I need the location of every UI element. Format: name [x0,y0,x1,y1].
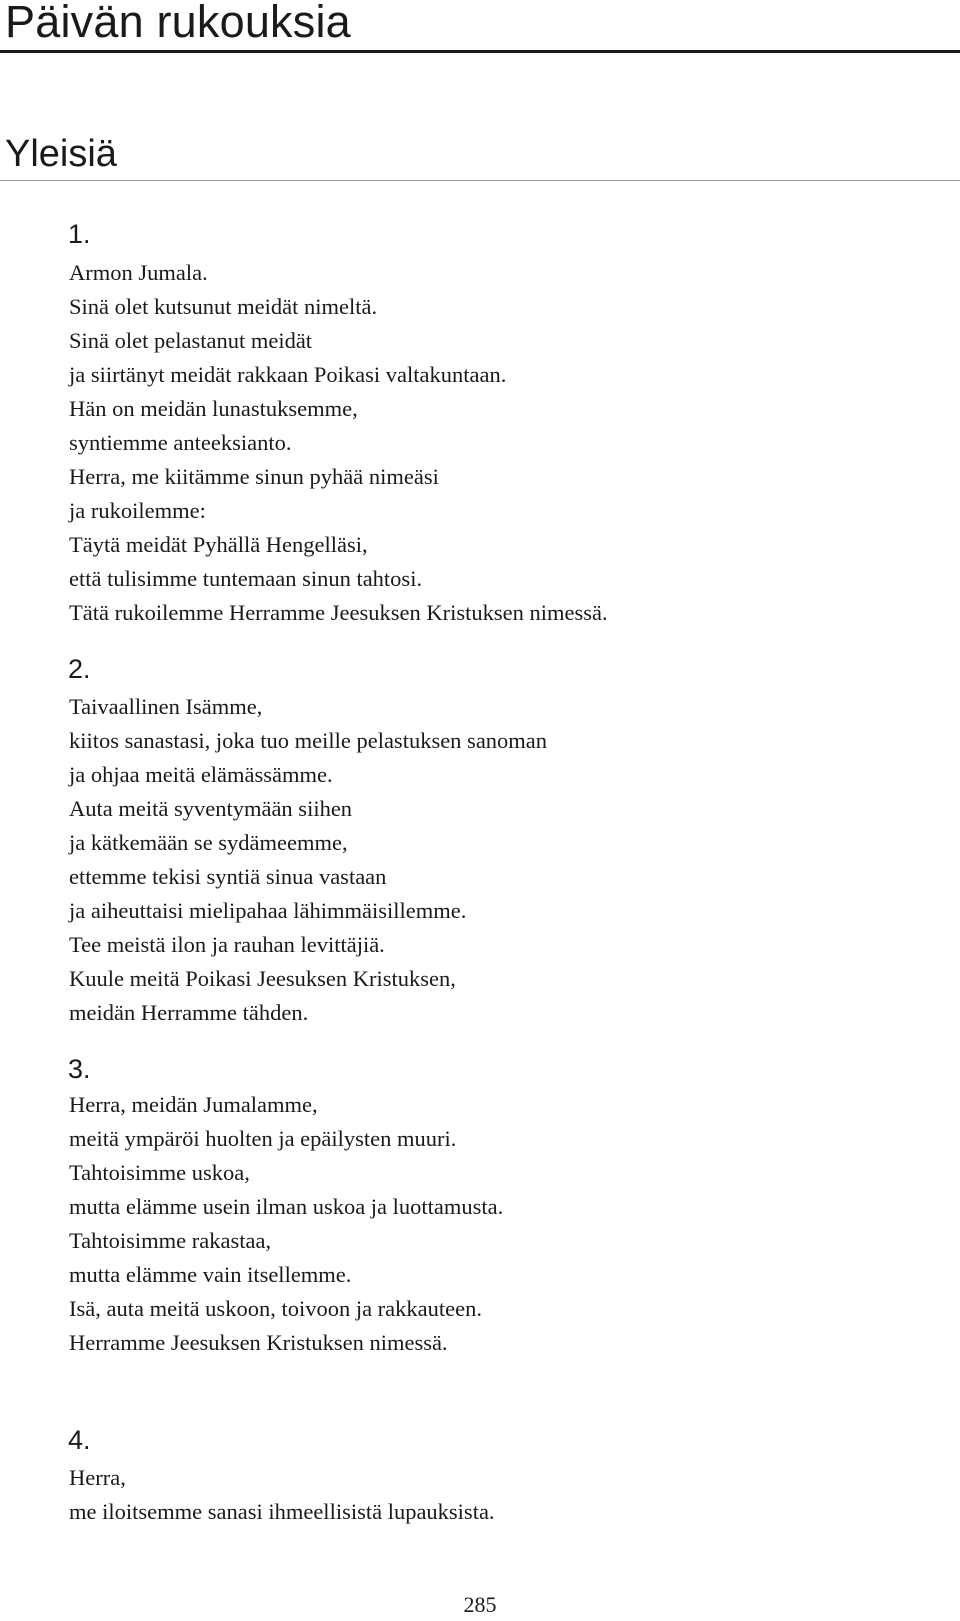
prayer-line: Sinä olet kutsunut meidät nimeltä. [69,294,378,319]
page-title: Päivän rukouksia [5,0,351,47]
prayer-line: Herra, me kiitämme sinun pyhää nimeäsi [69,464,439,489]
prayer-line: me iloitsemme sanasi ihmeellisistä lupauksista. [69,1499,495,1524]
prayer-number-1: 1. [68,219,91,249]
prayer-text-1 [69,256,608,630]
prayer-line: Taivaallinen Isämme, [69,694,263,719]
prayer-line: Tätä rukoilemme Herramme Jeesuksen Kristuksen nimessä. [69,600,608,625]
prayer-line: ja siirtänyt meidät rakkaan Poikasi valtakuntaan. [69,362,507,387]
prayer-line: Isä, auta meitä uskoon, toivoon ja rakkauteen. [69,1296,482,1321]
prayer-text-4 [69,1461,495,1529]
prayer-line: ja kätkemään se sydämeemme, [69,830,348,855]
prayer-line: Auta meitä syventymään siihen [69,796,353,821]
prayer-line: mutta elämme vain itsellemme. [69,1262,352,1287]
prayer-line: ettemme tekisi syntiä sinua vastaan [69,864,387,889]
prayer-line: Sinä olet pelastanut meidät [69,328,313,353]
prayer-line: Herramme Jeesuksen Kristuksen nimessä. [69,1330,448,1355]
prayer-line: Armon Jumala. [69,260,208,285]
section-divider [0,180,960,181]
prayer-line: ja rukoilemme: [69,498,206,523]
prayer-line: mutta elämme usein ilman uskoa ja luottamusta. [69,1194,504,1219]
prayer-line: meidän Herramme tähden. [69,1000,309,1025]
prayer-line: Herra, [69,1465,126,1490]
prayer-line: että tulisimme tuntemaan sinun tahtosi. [69,566,423,591]
prayer-line: kiitos sanastasi, joka tuo meille pelastuksen sanoman [69,728,548,753]
prayer-text-3 [69,1088,503,1360]
section-title: Yleisiä [5,133,117,175]
prayer-line: Tee meistä ilon ja rauhan levittäjiä. [69,932,385,957]
prayer-line: Tahtoisimme rakastaa, [69,1228,272,1253]
page-number: 285 [463,1592,497,1617]
prayer-line: Herra, meidän Jumalamme, [69,1092,318,1117]
prayer-line: Hän on meidän lunastuksemme, [69,396,358,421]
prayer-line: meitä ympäröi huolten ja epäilysten muuri. [69,1126,457,1151]
prayer-line: Täytä meidät Pyhällä Hengelläsi, [69,532,368,557]
prayer-line: ja ohjaa meitä elämässämme. [69,762,333,787]
prayer-line: Kuule meitä Poikasi Jeesuksen Kristuksen, [69,966,456,991]
prayer-number-4: 4. [68,1425,91,1455]
prayer-number-2: 2. [68,654,91,684]
prayer-line: Tahtoisimme uskoa, [69,1160,250,1185]
prayer-line: ja aiheuttaisi mielipahaa lähimmäisillemme. [69,898,467,923]
title-divider [0,50,960,53]
prayer-number-3: 3. [68,1054,91,1084]
prayer-line: syntiemme anteeksianto. [69,430,292,455]
prayer-text-2 [69,690,547,1030]
